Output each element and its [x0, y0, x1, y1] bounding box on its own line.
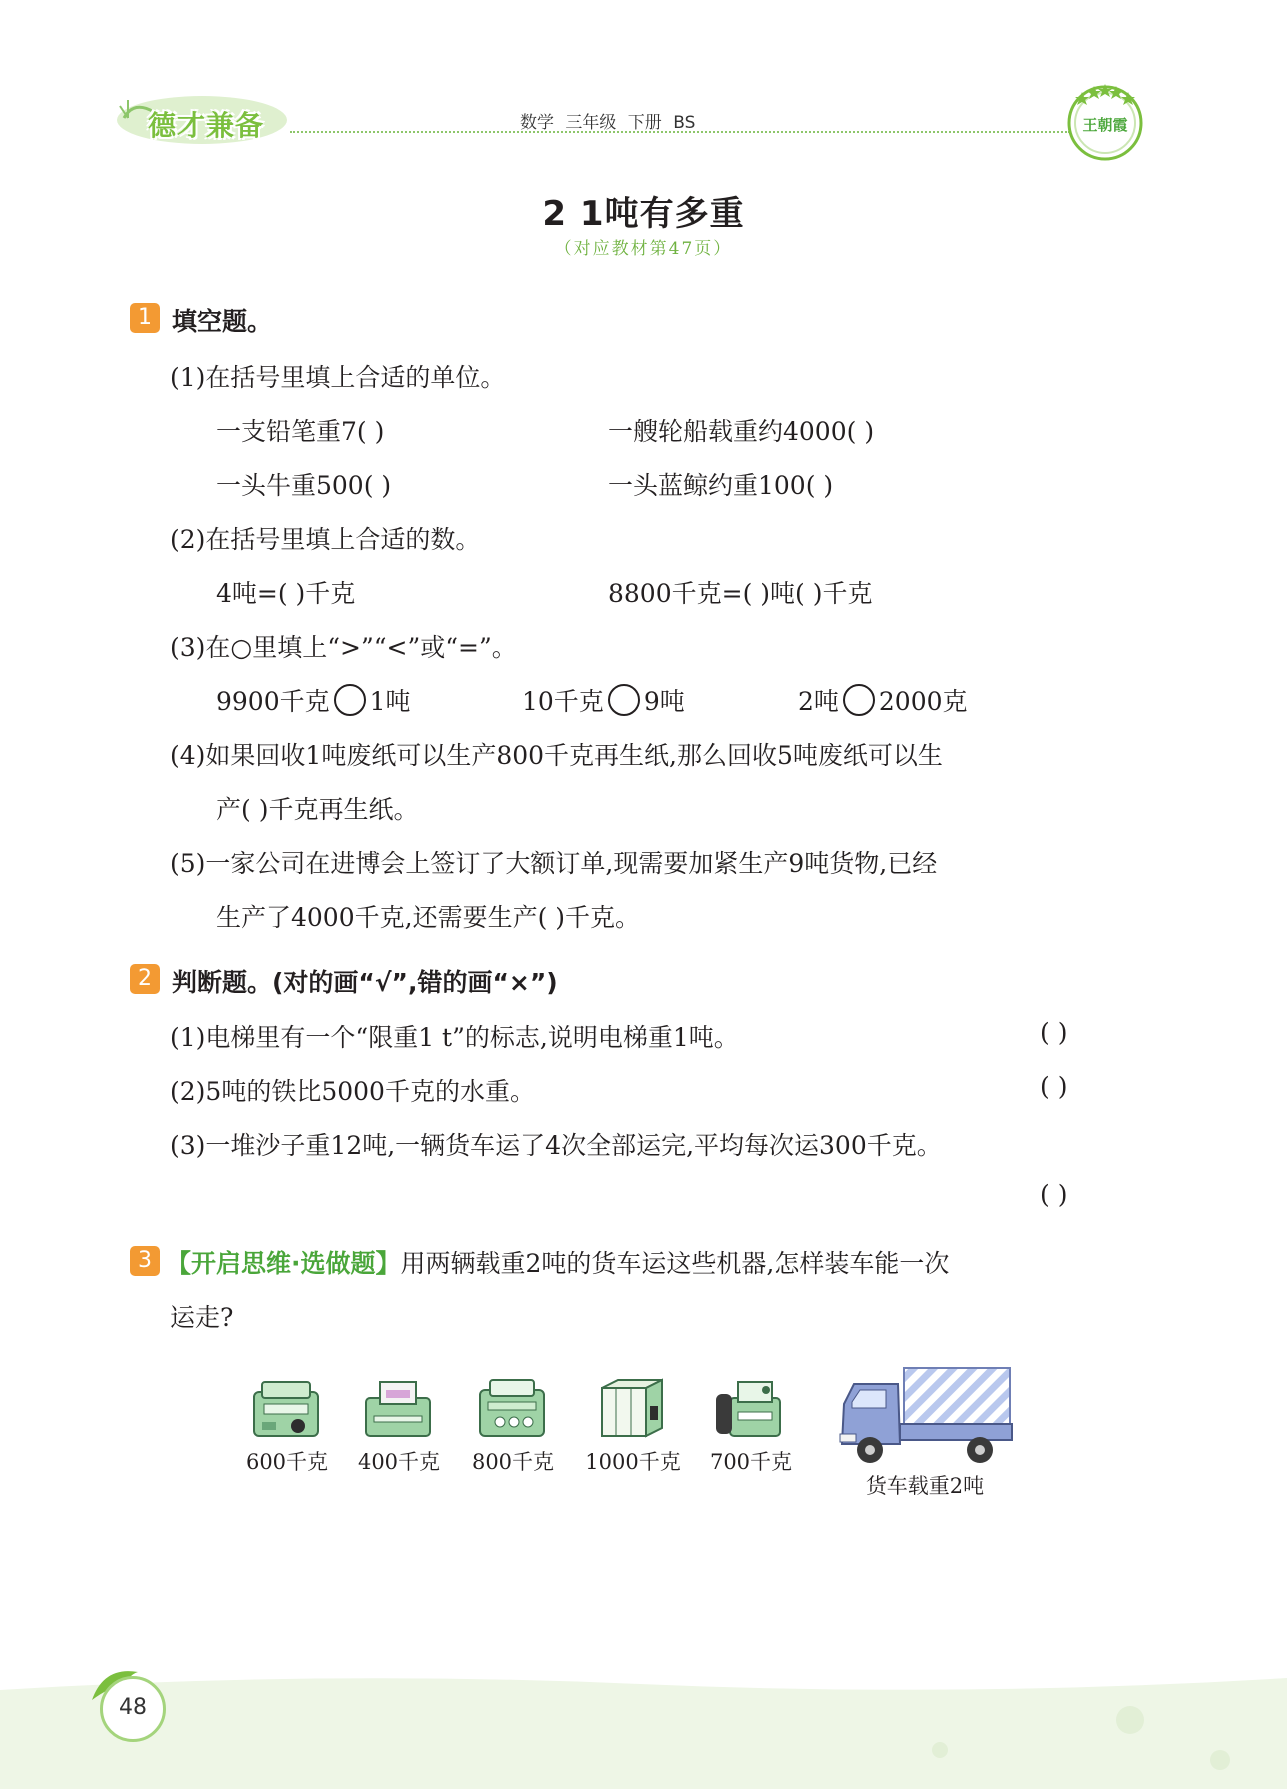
footer-decoration	[0, 1660, 1287, 1789]
s1-q3-compare-a	[216, 682, 411, 718]
machine-icon	[476, 1376, 548, 1440]
section-3-badge: 3	[130, 1246, 160, 1276]
s2-q1-answer-box[interactable]: ( )	[1040, 1018, 1068, 1047]
machine-weight-label: 700千克	[709, 1450, 793, 1474]
machine-icon	[712, 1376, 784, 1440]
machine-weight-label: 600千克	[245, 1450, 329, 1474]
section-2-badge: 2	[130, 964, 160, 994]
machine-weight-label: 1000千克	[585, 1450, 681, 1474]
section-3-line2: 运走?	[170, 1303, 234, 1332]
s1-q1-item-d: 一头蓝鲸约重100( )	[608, 471, 834, 500]
compare-circle-b[interactable]	[608, 684, 640, 716]
s1-q2-prompt: (2)在括号里填上合适的数。	[170, 525, 481, 554]
s1-q3-compare-b	[522, 682, 685, 718]
brand-title: 德才兼备	[148, 109, 265, 142]
compare-a-left: 9900千克	[216, 687, 330, 716]
compare-b-right: 9吨	[643, 687, 685, 716]
compare-circle-a[interactable]	[334, 684, 366, 716]
s1-q2-item-b: 8800千克=( )吨( )千克	[608, 579, 873, 608]
s2-q1: (1)电梯里有一个“限重1 t”的标志,说明电梯重1吨。	[170, 1023, 739, 1052]
s1-q5-line2: 生产了4000千克,还需要生产( )千克。	[216, 903, 641, 932]
s1-q1-item-b: 一艘轮船载重约4000( )	[608, 417, 875, 446]
section-1-heading: 填空题。	[172, 307, 273, 336]
compare-b-left: 10千克	[522, 687, 604, 716]
section-3-question	[166, 1244, 949, 1280]
s2-q2: (2)5吨的铁比5000千克的水重。	[170, 1077, 535, 1106]
printer-icon	[362, 1376, 434, 1440]
header-meta: 数学 三年级 下册 BS	[520, 113, 696, 133]
truck-icon	[834, 1364, 1016, 1470]
page-number: 48	[100, 1676, 166, 1742]
compare-circle-c[interactable]	[843, 684, 875, 716]
compare-c-right: 2000克	[878, 687, 968, 716]
truck-capacity-label: 货车载重2吨	[865, 1474, 985, 1498]
seal-text: 王朝霞	[1082, 116, 1128, 134]
machine-weight-label: 800千克	[471, 1450, 555, 1474]
s1-q5-line1: (5)一家公司在进博会上签订了大额订单,现需要加紧生产9吨货物,已经	[170, 849, 938, 878]
cabinet-icon	[596, 1376, 668, 1440]
compare-c-left: 2吨	[798, 687, 839, 716]
s1-q1-item-c: 一头牛重500( )	[216, 471, 392, 500]
s1-q3-prompt: (3)在○里填上“>”“<”或“=”。	[170, 633, 517, 662]
s2-q3-answer-box[interactable]: ( )	[1040, 1180, 1068, 1209]
machine-icon	[250, 1376, 322, 1440]
s2-q2-answer-box[interactable]: ( )	[1040, 1072, 1068, 1101]
section-3-line1: 用两辆载重2吨的货车运这些机器,怎样装车能一次	[400, 1249, 950, 1278]
section-2-heading: 判断题。(对的画“√”,错的画“×”)	[172, 968, 558, 997]
challenge-tag: 【开启思维·选做题】	[166, 1249, 401, 1278]
s1-q4-line1: (4)如果回收1吨废纸可以生产800千克再生纸,那么回收5吨废纸可以生	[170, 741, 943, 770]
s2-q3: (3)一堆沙子重12吨,一辆货车运了4次全部运完,平均每次运300千克。	[170, 1131, 942, 1160]
compare-a-right: 1吨	[369, 687, 411, 716]
author-seal	[1062, 78, 1148, 164]
lesson-title: 2 1吨有多重	[542, 194, 745, 234]
machine-weight-label: 400千克	[357, 1450, 441, 1474]
s1-q3-compare-c	[798, 682, 968, 718]
section-1-badge: 1	[130, 303, 160, 333]
textbook-reference: （对应教材第47页）	[554, 239, 733, 259]
s1-q1-prompt: (1)在括号里填上合适的单位。	[170, 363, 506, 392]
s1-q1-item-a: 一支铅笔重7( )	[216, 417, 385, 446]
s1-q2-item-a: 4吨=( )千克	[216, 579, 356, 608]
s1-q4-line2: 产( )千克再生纸。	[216, 795, 419, 824]
